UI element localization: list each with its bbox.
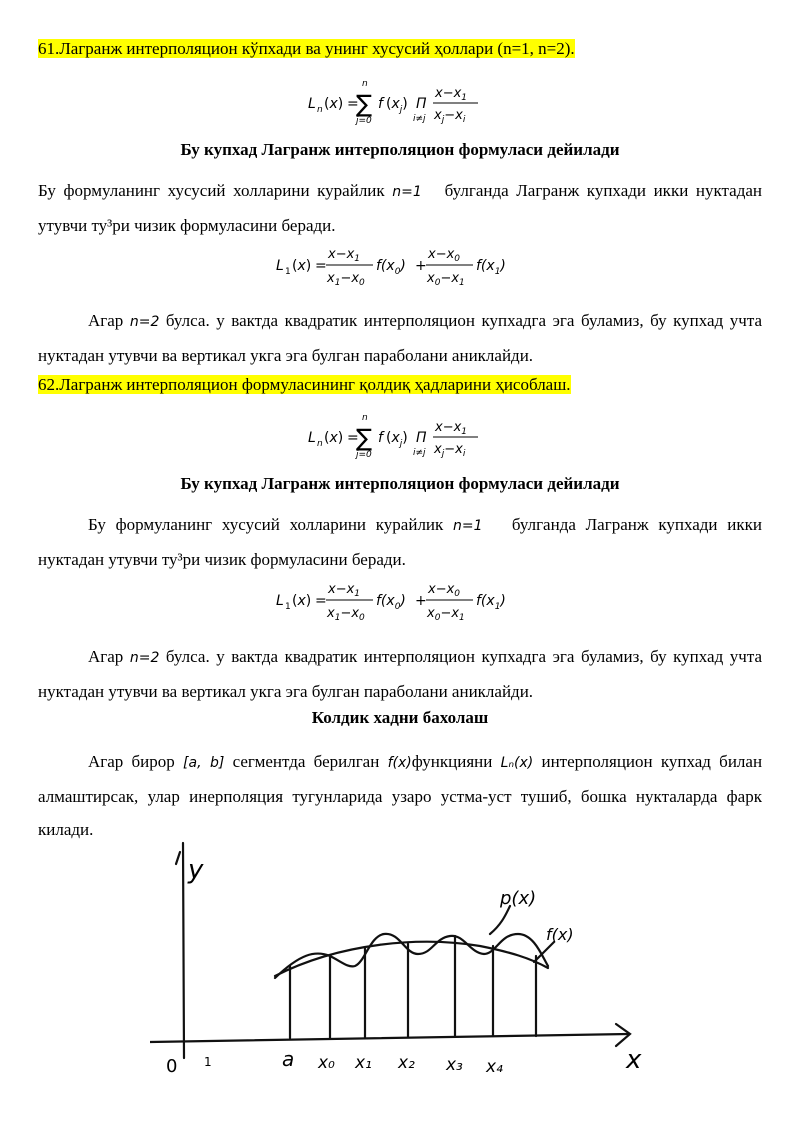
f-label: f(x) [546, 925, 574, 944]
svg-text:x0−x1: $x_0-x_1$ [427, 606, 465, 623]
graph-svg [150, 838, 650, 1088]
math-interval: [a, b] [183, 755, 225, 771]
heading-62 [38, 374, 571, 396]
p-label: p(x) [500, 888, 537, 909]
math-Lnx: Lₙ(x) [500, 755, 534, 771]
product-bottom: i≠j [413, 114, 426, 124]
symbol-L1: L [276, 258, 284, 274]
f-x1: $f(x_1)$ [476, 258, 506, 277]
node-label-x4: x₄ [486, 1057, 503, 1077]
sum-sign: ∑ [356, 90, 373, 118]
frac-den: $x_j-x_i$ [434, 108, 466, 125]
lagrange-formula-2 [0, 408, 800, 468]
svg-text:Π: Π [416, 430, 427, 446]
svg-text:x1−x0: $x_1-x_0$ [327, 606, 365, 623]
frac-num: $x-x_1$ [435, 86, 468, 103]
svg-text:L: L [276, 593, 284, 609]
frac1-den: $x_1-x_0$ [327, 271, 365, 288]
y-tick [176, 852, 180, 864]
svg-text:f: f [378, 430, 383, 446]
svg-text:=: = [315, 258, 327, 274]
f-x0: $f(x_0)$ [376, 258, 406, 277]
svg-text:n: n [317, 439, 323, 449]
heading-61-text: 61.Лагранж интерполяцион кўпхади ва унинг хусусий ҳоллари (n=1, n=2). [38, 39, 575, 58]
paragraph-5: Агар бирор [a, b] сегментда берилган f(x)функцияни Lₙ(x) интерполяцион купхад билан алмаштирсак, улар инерполяция тугунларида узаро устма-уст тушиб, бошка нукталарда фарк килади. [38, 752, 763, 839]
svg-text:=: = [315, 593, 327, 609]
frac2-num: $x-x_0$ [428, 247, 461, 264]
curve-f [275, 942, 548, 976]
paren-x: (x) [324, 96, 344, 112]
svg-text:∑: ∑ [356, 424, 373, 452]
node-label-x1: x₁ [355, 1053, 372, 1073]
paragraph-1: Бу формуланинг хусусий холларини курайлик n=1 булганда Лагранж купхади икки нуктадан утувчи ту³ри чизик формуласини беради. [38, 181, 763, 235]
interpolation-graph [150, 838, 650, 1093]
paragraph-4: Агар n=2 булса. у вактда квадратик интерполяцион купхадга эга буламиз, бу купхад учта нуктадан утувчи ва вертикал укга эга булган параболани аниклайди. [38, 647, 763, 701]
svg-text:f(x1): $f(x_1)$ [476, 593, 506, 612]
p-label-leader [490, 906, 510, 934]
equals: = [347, 96, 359, 112]
svg-text:(xj): $(x_j)$ [386, 430, 408, 449]
svg-text:i≠j: i≠j [413, 448, 426, 458]
svg-text:xj−xi: $x_j-x_i$ [434, 442, 466, 459]
caption-2: Бу купхад Лагранж интерполяцион формуласи дейилади [180, 474, 620, 493]
node-label-x0: x₀ [318, 1053, 335, 1073]
heading-61 [38, 38, 575, 60]
one-label: 1 [204, 1055, 212, 1069]
symbol-L: L [308, 96, 316, 112]
svg-text:j=0: j=0 [356, 450, 372, 460]
paragraph-2: Агар n=2 булса. у вактда квадратик интерполяцион купхадга эга буламиз, бу купхад учта нуктадан утувчи ва вертикал укга эга булган параболани аниклайди. [38, 311, 763, 365]
svg-text:(x): (x) [324, 430, 344, 446]
frac1-num: $x-x_1$ [328, 247, 361, 264]
svg-text:L: L [308, 430, 316, 446]
svg-text:f(x0): $f(x_0)$ [376, 593, 406, 612]
sum-bottom: j=0 [356, 116, 372, 126]
origin-label: 0 [166, 1056, 178, 1077]
x-label: x [626, 1045, 642, 1075]
fx-j: $(x_j)$ [386, 96, 408, 115]
math-n1: n=1 [392, 184, 422, 200]
math-n2: n=2 [129, 314, 160, 330]
paren-x: (x) [292, 258, 312, 274]
svg-text:+: + [415, 258, 427, 274]
y-label: y [188, 855, 204, 885]
svg-text:n: n [362, 413, 368, 423]
x-axis [150, 1034, 628, 1042]
sum-top: n [362, 79, 368, 89]
l1-formula-1 [0, 240, 800, 292]
y-axis [183, 843, 184, 1058]
symbol-f: f [378, 96, 383, 112]
product-sign: Π [416, 96, 427, 112]
section-title: Колдик хадни бахолаш [311, 708, 489, 727]
frac2-den: $x_0-x_1$ [427, 271, 465, 288]
heading-62-text: 62.Лагранж интерполяцион формуласининг қолдиқ ҳадларини ҳисоблаш. [38, 375, 571, 394]
paragraph-3: Бу формуланинг хусусий холларини курайлик n=1 булганда Лагранж купхади икки нуктадан утувчи ту³ри чизик формуласини беради. [38, 515, 762, 569]
svg-text:1: 1 [285, 267, 291, 277]
svg-text:x−x1: $x-x_1$ [435, 420, 468, 437]
symbol-L-sub: n [317, 105, 323, 115]
svg-text:=: = [347, 430, 359, 446]
math-fx: f(x) [387, 755, 412, 771]
lagrange-formula-1 [0, 74, 800, 134]
svg-text:(x): (x) [292, 593, 312, 609]
svg-text:1: 1 [285, 602, 291, 612]
caption-1: Бу купхад Лагранж интерполяцион формуласи дейилади [180, 140, 620, 159]
svg-text:x−x0: $x-x_0$ [428, 582, 461, 599]
node-label-x2: x₂ [398, 1053, 415, 1073]
a-label: a [282, 1047, 295, 1071]
svg-text:x−x1: $x-x_1$ [328, 582, 361, 599]
node-label-x3: x₃ [446, 1055, 463, 1075]
curve-p [275, 934, 548, 978]
svg-text:+: + [415, 593, 427, 609]
l1-formula-2 [0, 575, 800, 627]
